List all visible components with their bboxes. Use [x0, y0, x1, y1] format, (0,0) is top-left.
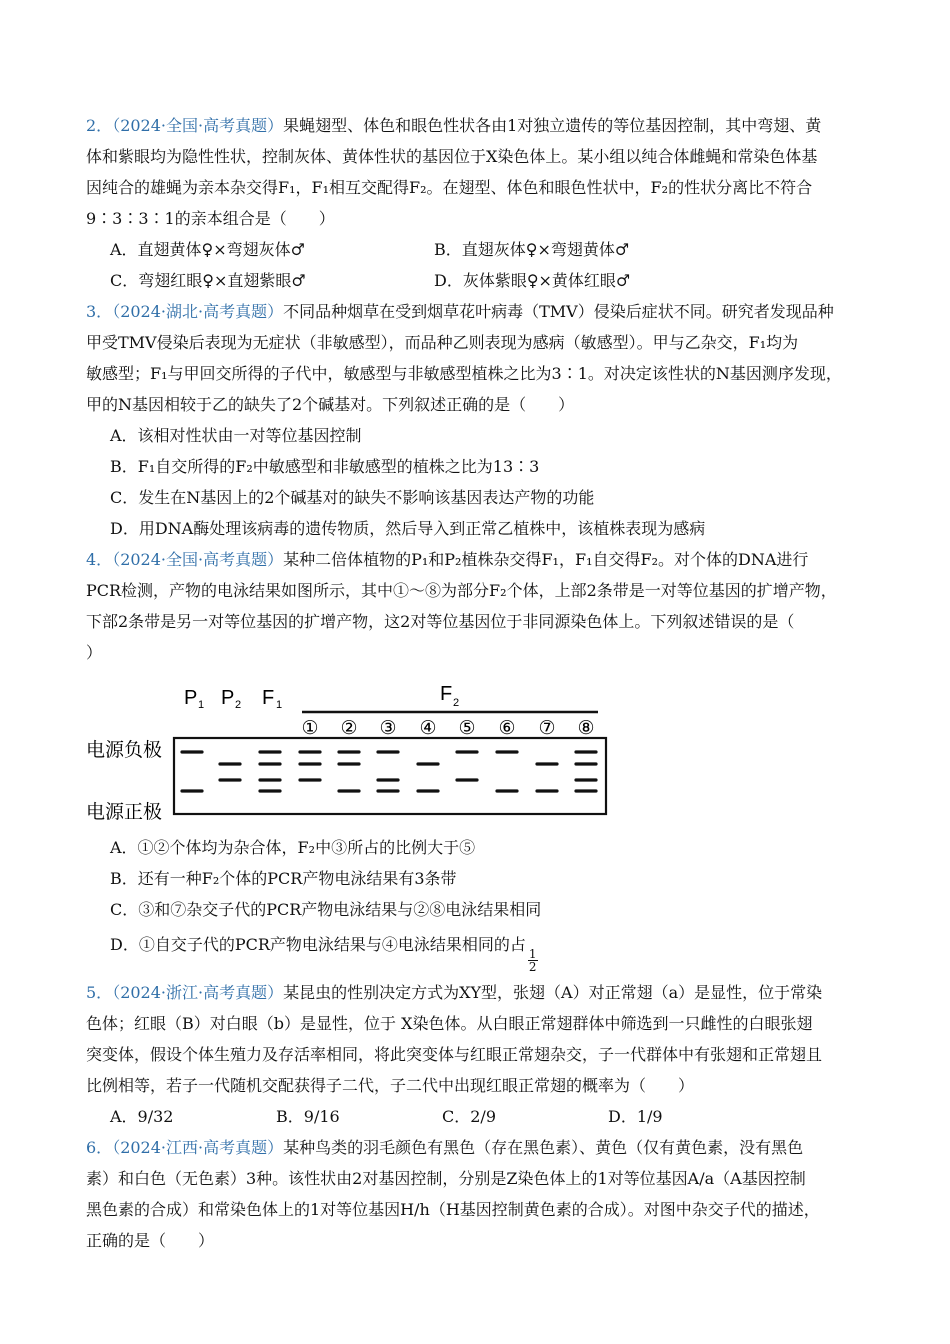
question-number: 6． [86, 1138, 113, 1157]
option-d: D．用DNA酶处理该病毒的遗传物质，然后导入到正常乙植株中，该植株表现为感病 [110, 519, 706, 538]
lane-label-p2: P [221, 687, 235, 709]
question-number: 3． [86, 302, 113, 321]
question-text: 某昆虫的性别决定方式为XY型，张翅（A）对正常翅（a）是显性，位于常染 [283, 983, 823, 1002]
option-d [86, 925, 876, 973]
question-text: ） [86, 643, 103, 662]
f2-label-sub: 2 [453, 697, 460, 709]
question-text: 某种二倍体植物的P₁和P₂植株杂交得F₁，F₁自交得F₂。对个体的DNA进行 [283, 550, 809, 569]
option-a: A．①②个体均为杂合体，F₂中③所占的比例大于⑤ [110, 838, 476, 857]
lane-label-p1-sub: 1 [198, 699, 205, 711]
question-text: 体和紫眼均为隐性性状，控制灰体、黄体性状的基因位于X染色体上。某小组以纯合体雌蝇和常染色体基 [86, 147, 818, 166]
question-number: 4． [86, 550, 113, 569]
gel-bands [182, 752, 596, 791]
option-c: C．弯翅红眼♀×直翅紫眼♂ [110, 271, 306, 290]
question-number: 5． [86, 983, 113, 1002]
positive-pole-label: 电源正极 [86, 802, 163, 823]
question-text: 因纯合的雄蝇为亲本杂交得F₁，F₁相互交配得F₂。在翅型、体色和眼色性状中，F₂的性状分离比不符合 [86, 178, 813, 197]
option-b: B．直翅灰体♀×弯翅黄体♂ [434, 240, 630, 259]
question-text: PCR检测，产物的电泳结果如图所示，其中①～⑧为部分F₂个体，上部2条带是一对等位基因的扩增产物， [86, 581, 837, 600]
question-text: 下部2条带是另一对等位基因的扩增产物，这2对等位基因位于非同源染色体上。下列叙述错误的是（ [86, 612, 795, 631]
question-number: 2． [86, 116, 113, 135]
option-c: C．2/9 [442, 1107, 496, 1126]
question-source: （2024·江西·高考真题） [112, 1138, 284, 1157]
question-text: 突变体，假设个体生殖力及存活率相同，将此突变体与红眼正常翅杂交，子一代群体中有张翅和正常翅且 [86, 1045, 823, 1064]
question-text: 甲的N基因相较于乙的缺失了2个碱基对。下列叙述正确的是（ ） [86, 395, 575, 414]
question-6 [86, 1132, 876, 1256]
question-text: 比例相等，若子一代随机交配获得子二代，子二代中出现红眼正常翅的概率为（ ） [86, 1076, 695, 1095]
question-text: 素）和白色（无色素）3种。该性状由2对基因控制，分别是Z染色体上的1对等位基因A/a（A基因控制 [86, 1169, 806, 1188]
option-b: B．F₁自交所得的F₂中敏感型和非敏感型的植株之比为13∶3 [110, 457, 540, 476]
question-source: （2024·湖北·高考真题） [112, 302, 284, 321]
individual-number: ③ [379, 718, 397, 739]
option-a: A．9/32 [110, 1107, 174, 1126]
individual-number: ⑥ [498, 718, 516, 739]
individual-number: ⑧ [577, 718, 595, 739]
lane-label-f1-sub: 1 [276, 699, 283, 711]
negative-pole-label: 电源负极 [86, 740, 163, 761]
lane-label-p2-sub: 2 [235, 699, 242, 711]
lane-label-p1: P [184, 687, 198, 709]
question-4 [86, 544, 876, 973]
individual-number: ① [301, 718, 319, 739]
individual-number: ⑤ [458, 718, 476, 739]
question-text: 9∶3∶3∶1的亲本组合是（ ） [86, 209, 335, 228]
question-text: 甲受TMV侵染后表现为无症状（非敏感型），而品种乙则表现为感病（敏感型）。甲与乙杂交，F₁均为 [86, 333, 799, 352]
lane-label-f1: F [262, 687, 275, 709]
question-source: （2024·浙江·高考真题） [112, 983, 284, 1002]
question-text: 果蝇翅型、体色和眼色性状各由1对独立遗传的等位基因控制，其中弯翅、黄 [283, 116, 822, 135]
question-text: 黑色素的合成）和常染色体上的1对等位基因H/h（H基因控制黄色素的合成）。对图中杂交子代的描述， [86, 1200, 820, 1219]
page [86, 110, 876, 1256]
individual-number: ④ [419, 718, 437, 739]
question-2 [86, 110, 876, 296]
gel-diagram [86, 674, 626, 824]
option-a: A．该相对性状由一对等位基因控制 [110, 426, 362, 445]
individual-numbers [301, 718, 594, 739]
question-text: 敏感型；F₁与甲回交所得的子代中，敏感型与非敏感型植株之比为3∶1。对决定该性状的N基因测序发现， [86, 364, 842, 383]
question-5 [86, 977, 876, 1132]
fraction-numerator: 1 [528, 947, 537, 961]
option-d: D．1/9 [608, 1107, 663, 1126]
option-b: B．还有一种F₂个体的PCR产物电泳结果有3条带 [110, 869, 457, 888]
question-3 [86, 296, 876, 544]
individual-number: ② [340, 718, 358, 739]
option-d-text: D．①自交子代的PCR产物电泳结果与④电泳结果相同的占 [110, 935, 526, 954]
question-source: （2024·全国·高考真题） [112, 550, 284, 569]
option-a: A．直翅黄体♀×弯翅灰体♂ [110, 240, 306, 259]
gel-box [174, 738, 606, 814]
question-text: 不同品种烟草在受到烟草花叶病毒（TMV）侵染后症状不同。研究者发现品种 [283, 302, 834, 321]
option-d: D．灰体紫眼♀×黄体红眼♂ [434, 271, 631, 290]
question-text: 某种鸟类的羽毛颜色有黑色（存在黑色素）、黄色（仅有黄色素，没有黑色 [283, 1138, 804, 1157]
question-text: 色体；红眼（B）对白眼（b）是显性，位于 X染色体。从白眼正常翅群体中筛选到一只雌性的白眼张翅 [86, 1014, 813, 1033]
option-b: B．9/16 [276, 1107, 340, 1126]
electrophoresis-figure [86, 674, 626, 824]
fraction-denominator: 2 [528, 960, 537, 974]
question-source: （2024·全国·高考真题） [112, 116, 284, 135]
option-c: C．发生在N基因上的2个碱基对的缺失不影响该基因表达产物的功能 [110, 488, 595, 507]
question-text: 正确的是（ ） [86, 1231, 215, 1250]
fraction [528, 948, 538, 973]
f2-label: F [440, 683, 453, 705]
option-c: C．③和⑦杂交子代的PCR产物电泳结果与②⑧电泳结果相同 [110, 900, 542, 919]
individual-number: ⑦ [538, 718, 556, 739]
